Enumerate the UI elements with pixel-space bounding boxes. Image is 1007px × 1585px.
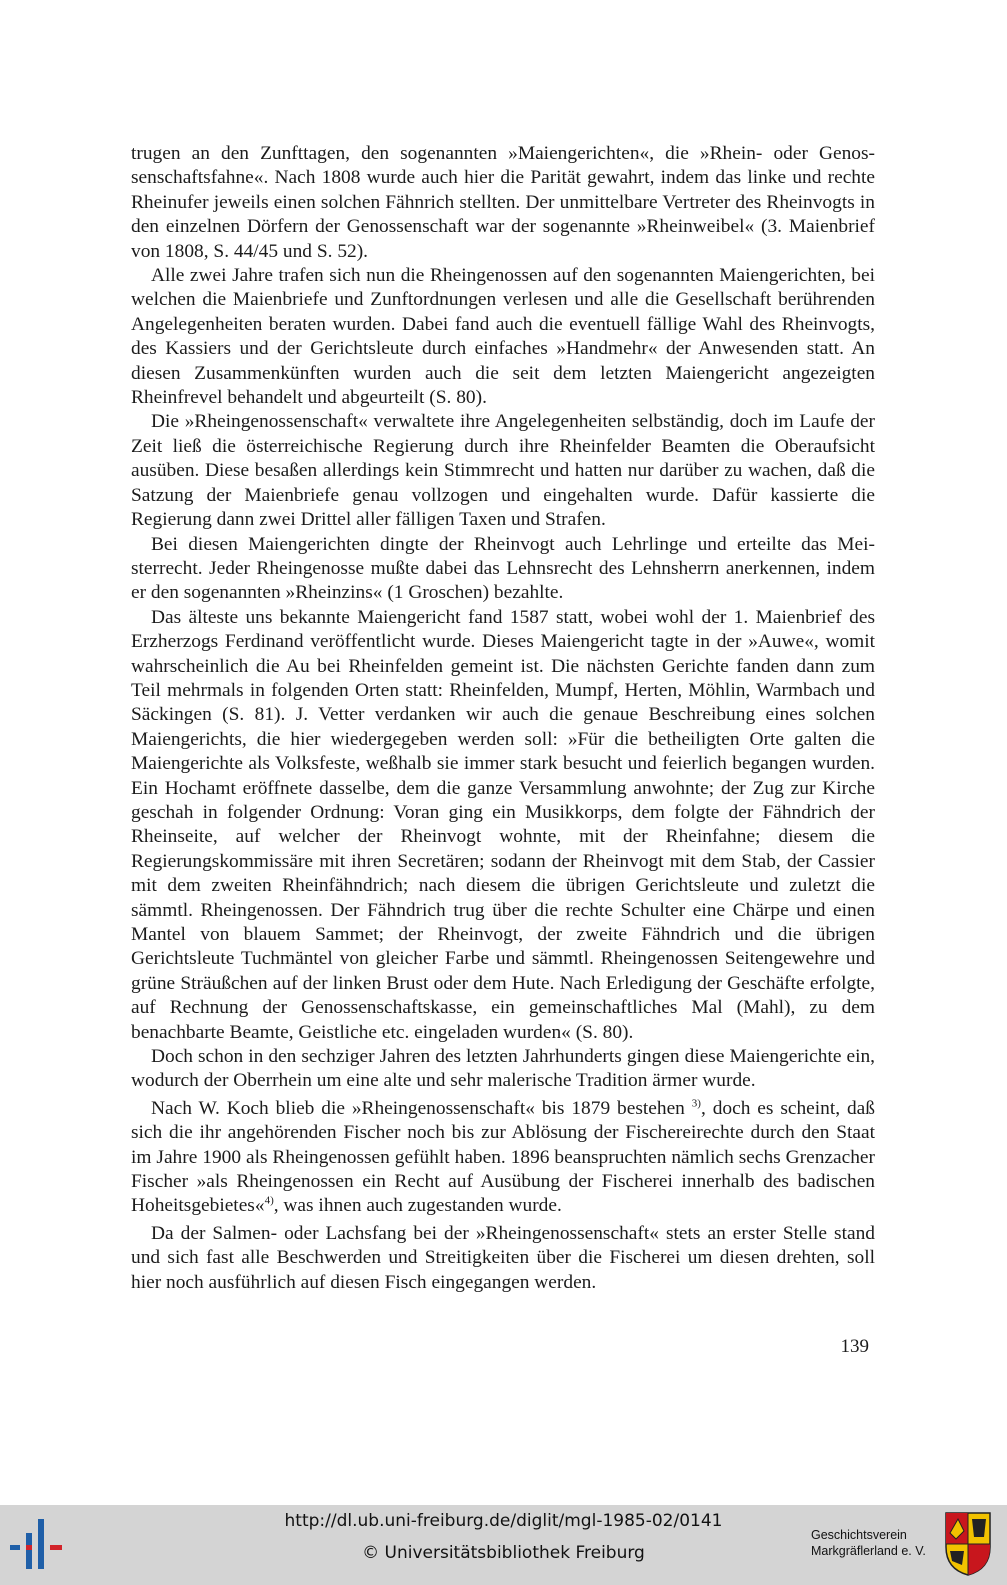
society-name — [811, 1527, 926, 1559]
footer-bar — [0, 1505, 1007, 1585]
paragraph-6: Doch schon in den sechziger Jahren des letzten Jahrhunderts gingen diese Maiengerichte ein, wodurch der Oberrhein um eine alte und sehr malerische Tradition ärmer wurde. — [131, 1046, 875, 1092]
paragraph-7-part-3: , was ihnen auch zugestanden wurde. — [273, 1195, 562, 1217]
paragraph-7-part-2: , doch es scheint, daß sich die ihr angehörenden Fischer noch bis zur Ablösung der Fischereirechte durch den Staat im Jahre 1900 als Rheingenossen gefühlt haben. 1896 beanspruchten nämlich sechs Grenzacher Fischer »als Rheingenossen ein Recht auf Ausübung der Fischerei innerhalb des badischen Hoheitsgebietes« — [131, 1097, 875, 1217]
paragraph-1: trugen an den Zunfttagen, den sogenannten »Maiengerichten«, die »Rhein- oder Genossenschaftsfahne«. Nach 1808 wurde auch hier die Parität gewahrt, indem das linke und rechte Rheinufer jeweils einen solchen Fähnrich stellten. Der unmittelbare Vertreter des Rheinvogts in den einzelnen Dörfern der Genossenschaft war der sogenannte »Rheinweibel« (3. Maienbrief von 1808, S. 44/45 und S. 52). — [131, 143, 875, 262]
footnote-ref-3: 3) — [691, 1097, 701, 1110]
footer-copyright: © Universitätsbibliothek Freiburg — [362, 1543, 645, 1563]
paragraph-7 — [131, 1097, 875, 1219]
footer-url-link[interactable]: http://dl.ub.uni-freiburg.de/diglit/mgl-1985-02/0141 — [284, 1511, 723, 1531]
paragraph-8: Da der Salmen- oder Lachsfang bei der »Rheingenossenschaft« stets an erster Stelle stand und sich fast alle Beschwerden und Streitigkeiten über die Fischerei um diesen drehten, soll hier noch ausführlich auf diesen Fisch eingegangen werden. — [131, 1222, 875, 1293]
society-name-line-1: Geschichtsverein — [811, 1528, 907, 1542]
paragraph-3: Die »Rheingenossenschaft« verwaltete ihre Angelegenheiten selbständig, doch im Laufe der Zeit ließ die österreichische Regierung durch ihre Rheinfelder Beamten die Oberaufsicht ausüben. Diese besaßen allerdings kein Stimmrecht und hatten nur darüber zu wachen, daß die Satzung der Maienbriefe genau vollzogen und eingehalten wurde. Dafür kassierte die Regierung dann zwei Drittel aller fälligen Taxen und Strafen. — [131, 411, 875, 531]
footnote-ref-4: 4) — [264, 1195, 274, 1207]
page-body-text — [131, 142, 875, 1295]
paragraph-5: Das älteste uns bekannte Maiengericht fand 1587 statt, wobei wohl der 1. Maienbrief des Erzherzogs Ferdinand veröffentlicht wurde. Dieses Maiengericht tagte in der »Auwe«, womit wahrscheinlich die Au bei Rheinfelden gemeint ist. Die nächsten Gerichte fanden dann zum Teil mehrmals in folgenden Orten statt: Rheinfelden, Mumpf, Herten, Möhlin, Warmbach und Säckingen (S. 81). J. Vetter verdanken wir auch die genaue Beschreibung eines solchen Maiengerichts, die hier wiedergegeben werden soll: »Für die betheiligten Orte galten die Maiengerichte als Volksfeste, weßhalb sie immer stark besucht und feierlich begangen wurden. Ein Hochamt eröffnete dasselbe, dem die ganze Versammlung anwohnte; der Zug zur Kirche geschah in folgender Ordnung: Voran ging ein Musikkorps, dem folgte der Fähndrich der Rheinseite, auf welcher der Rheinvogt wohnte, mit der Rheinfahne; diesem die Regierungskommissäre mit ihren Secretären; sodann der Rheinvogt mit dem Stab, der Cassier mit dem zweiten Rheinfähndrich; nach diesem die übrigen Gerichtsleute und zuletzt die sämmtl. Rheingenossen. Der Fähndrich trug über die rechte Schulter eine Chärpe und einen Mantel von blauem Sammet; der Rheinvogt, der zweite Fähndrich und die übrigen Gerichtsleute Tuchmäntel von gleicher Farbe und sämmtl. Rheingenossen Seitengewehre und grüne Sträußchen auf der linken Brust oder dem Hute. Nach Erledigung der Geschäfte erfolgte, auf Rechnung der Genossenschaftskasse, ein gemeinschaftliches Mal (Mahl), zu dem benachbarte Beamte, Geistliche etc. eingeladen wurden« (S. 80). — [131, 606, 875, 1043]
coat-of-arms-icon — [944, 1511, 992, 1577]
society-name-line-2: Markgräflerland e. V. — [811, 1544, 926, 1558]
paragraph-2: Alle zwei Jahre trafen sich nun die Rheingenossen auf den sogenannten Maiengerichten, bei welchen die Maienbriefe und Zunftordnungen verlesen und alle die Gesellschaft berührenden Angelegenheiten beraten wurden. Dabei fand auch die eventuell fällige Wahl des Rheinvogts, des Kassiers und der Gerichtsleute durch einfaches »Handmehr« der Anwesenden statt. An diesen Zusammenkünften wurden auch die seit dem letzten Maiengericht angezeigten Rheinfrevel behandelt und abgeurteilt (S. 80). — [131, 265, 875, 409]
paragraph-7-part-1: Nach W. Koch blieb die »Rheingenossenschaft« bis 1879 bestehen — [151, 1097, 692, 1119]
paragraph-4: Bei diesen Maiengerichten dingte der Rheinvogt auch Lehrlinge und erteilte das Meisterrecht. Jeder Rheingenosse mußte dabei das Lehnsrecht des Lehnsherrn anerkennen, indem er den sogenannten »Rheinzins« (1 Groschen) bezahlte. — [131, 533, 875, 604]
page-number: 139 — [840, 1336, 869, 1357]
